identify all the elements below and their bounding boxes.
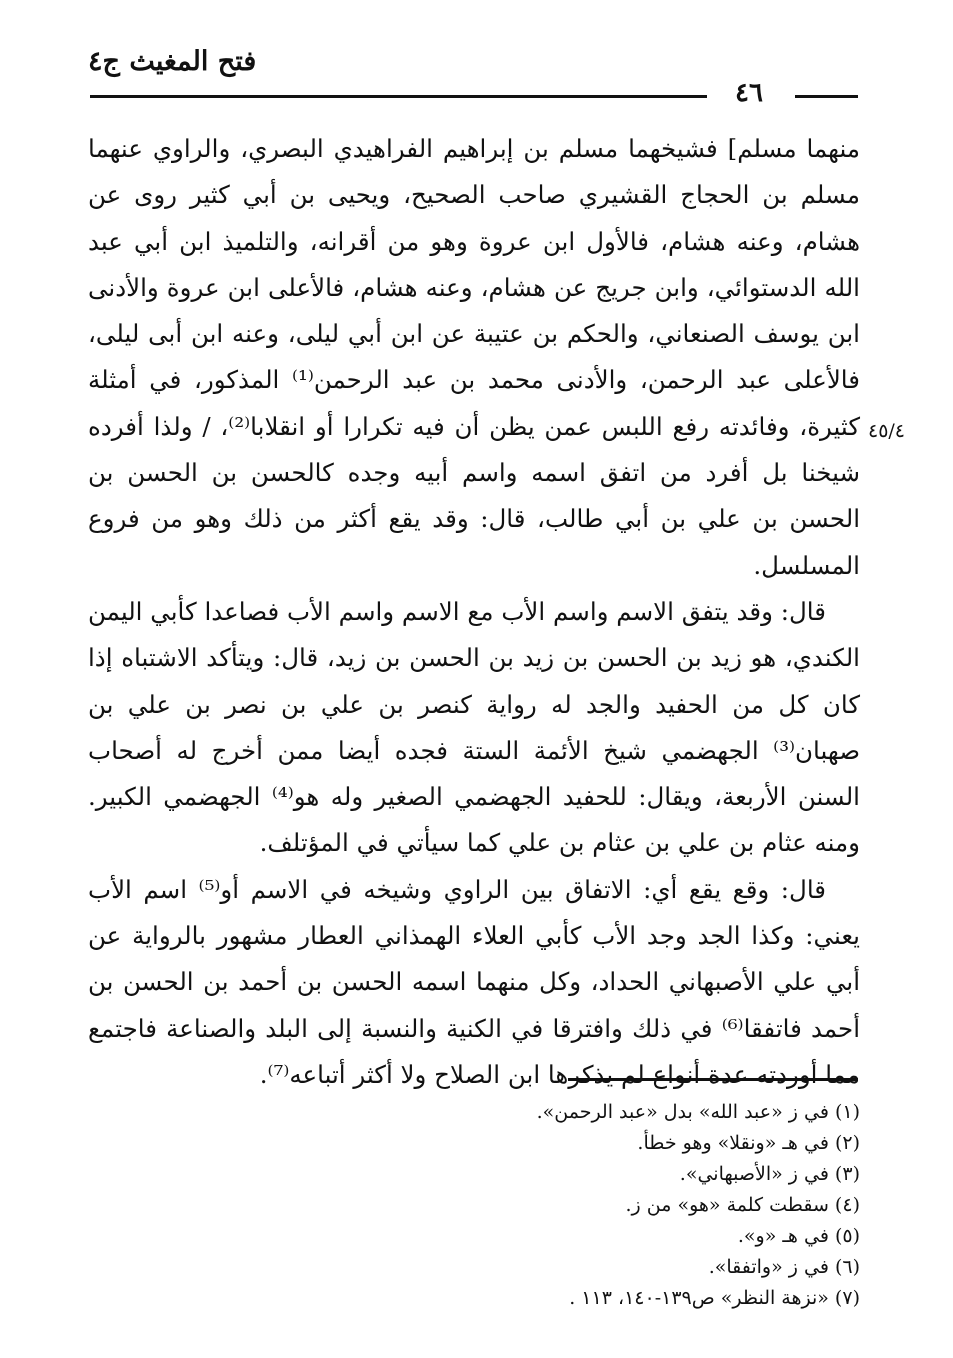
footnote-6: (٦) في ز «واتفقا». [708, 1256, 860, 1278]
footnote-4: (٤) سقطت كلمة «هو» من ز. [625, 1194, 860, 1216]
footnote-3: (٣) في ز «الأصبهاني». [679, 1163, 860, 1185]
margin-manuscript-reference: ٤٥/٤ [868, 420, 906, 442]
paragraph-3: قال: وقع يقع أي: الاتفاق بين الراوي وشيخه في الاسم أو⁽⁵⁾ اسم الأب يعني: وكذا الجد وجد الأب كأبي العلاء الهمذاني العطار مشهور بالرواية عن أبي علي الأصبهاني الحداد، وكل منهما اسمه الحسن بن أحمد بن الحسن بن أحمد فاتفقا⁽⁶⁾ في ذلك وافترقا في الكنية والنسبة إلى البلد والصناعة فاجتمع مما أوردته عدة أنواع لم يذكرها ابن الصلاح ولا أكثر أتباعه⁽⁷⁾. [88, 874, 861, 1089]
main-text [88, 126, 860, 1098]
page-number: ٤٦ [735, 78, 763, 108]
book-title: فتح المغيث ج٤ [88, 46, 257, 77]
header-rule-left [90, 95, 707, 98]
footnote-5: (٥) في هـ «و». [737, 1225, 860, 1247]
paragraph-2: قال: وقد يتفق الاسم واسم الأب مع الاسم واسم الأب فصاعدا كأبي اليمن الكندي، هو زيد بن الحسن بن زيد بن الحسن بن زيد، قال: ويتأكد الاشتباه إذا كان كل من الحفيد والجد له رواية كنصر بن علي بن نصر بن علي بن صهبان⁽³⁾ الجهضمي شيخ الأئمة الستة فجده أيضا ممن أخرج له أصحاب السنن الأربعة، ويقال: للحفيد الجهضمي الصغير وله هو⁽⁴⁾ الجهضمي الكبير. ومنه عثام بن علي بن عثام بن علي كما سيأتي في المؤتلف. [88, 596, 860, 858]
paragraph-1: منهما مسلم] فشيخهما مسلم بن إبراهيم الفراهيدي البصري، والراوي عنهما مسلم بن الحجاج القشيري صاحب الصحيح، ويحيى بن أبي كثير روى عن هشام، وعنه هشام، فالأول ابن عروة وهو من أقرانه، والتلميذ ابن أبي عبد الله الدستوائي، وابن جريج عن هشام، وعنه هشام، فالأعلى ابن عروة والأدنى ابن يوسف الصنعاني، والحكم بن عتيبة عن ابن أبي ليلى، وعنه ابن أبى ليلى، فالأعلى عبد الرحمن، والأدنى محمد بن عبد الرحمن⁽¹⁾ المذكور، في أمثلة كثيرة، وفائدته رفع اللبس عمن يظن أن فيه تكرارا أو انقلابا⁽²⁾، / ولذا أفرده شيخنا بل أفرد من اتفق اسمه واسم أبيه وجده كالحسن بن الحسن بن الحسن بن علي بن أبي طالب، قال: وقد يقع أكثر من ذلك وهو من فروع المسلسل. [88, 134, 860, 580]
footnotes [430, 1097, 860, 1314]
footnote-7: (٧) «نزهة النظر» ص١٣٩-١٤٠، ١١٣ . [569, 1287, 860, 1309]
footnote-separator [568, 1078, 858, 1081]
footnote-2: (٢) في هـ «ونقلا» وهو خطأ. [637, 1132, 860, 1154]
footnote-1: (١) في ز «عبد الله» بدل «عبد الرحمن». [536, 1101, 860, 1123]
header-rule-right [795, 95, 858, 98]
